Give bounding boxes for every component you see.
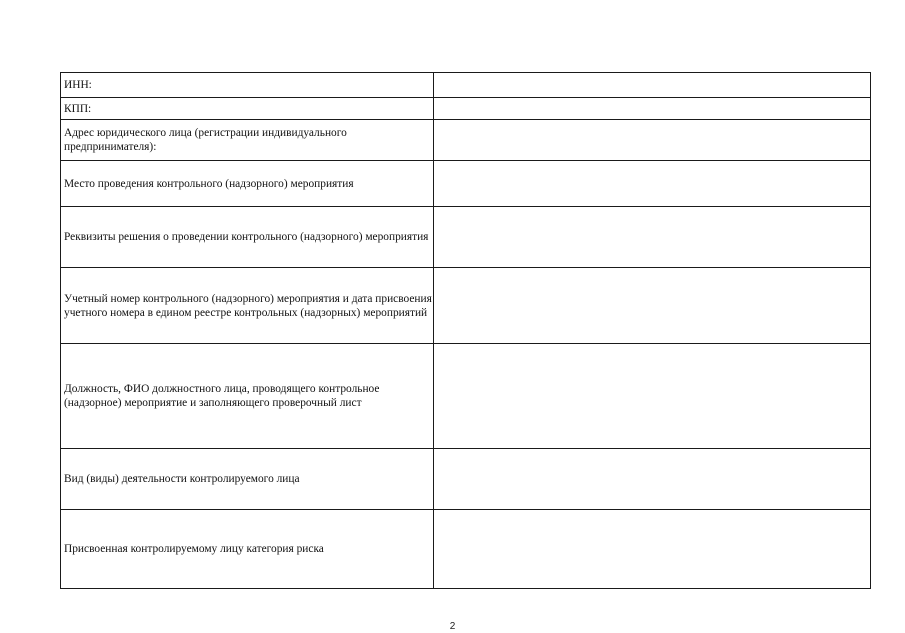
decision-details-value[interactable]: [434, 207, 871, 268]
table-row: [61, 207, 871, 268]
activity-type-label: Вид (виды) деятельности контролируемого лица: [61, 449, 434, 510]
activity-type-value[interactable]: [434, 449, 871, 510]
inspector-value[interactable]: [434, 344, 871, 449]
inn-value[interactable]: [434, 73, 871, 98]
page-number: 2: [449, 621, 456, 632]
table-row: [61, 268, 871, 344]
table-row: [61, 98, 871, 120]
table-row: [61, 120, 871, 161]
table-row: [61, 449, 871, 510]
kpp-label: КПП:: [61, 98, 434, 120]
inspection-info-table: [60, 72, 871, 589]
decision-details-label: Реквизиты решения о проведении контрольного (надзорного) мероприятия: [61, 207, 434, 268]
legal-address-value[interactable]: [434, 120, 871, 161]
registration-number-value[interactable]: [434, 268, 871, 344]
inn-label: ИНН:: [61, 73, 434, 98]
legal-address-label: Адрес юридического лица (регистрации индивидуального предпринимателя):: [61, 120, 434, 161]
risk-category-value[interactable]: [434, 510, 871, 589]
table-row: [61, 344, 871, 449]
risk-category-label: Присвоенная контролируемому лицу категория риска: [61, 510, 434, 589]
inspection-place-label: Место проведения контрольного (надзорного) мероприятия: [61, 161, 434, 207]
table-row: [61, 73, 871, 98]
table-row: [61, 161, 871, 207]
registration-number-label: Учетный номер контрольного (надзорного) мероприятия и дата присвоения учетного номера в едином реестре контрольных (надзорных) мероприятий: [61, 268, 434, 344]
inspection-place-value[interactable]: [434, 161, 871, 207]
table-row: [61, 510, 871, 589]
inspector-label: Должность, ФИО должностного лица, проводящего контрольное (надзорное) мероприятие и заполняющего проверочный лист: [61, 344, 434, 449]
kpp-value[interactable]: [434, 98, 871, 120]
